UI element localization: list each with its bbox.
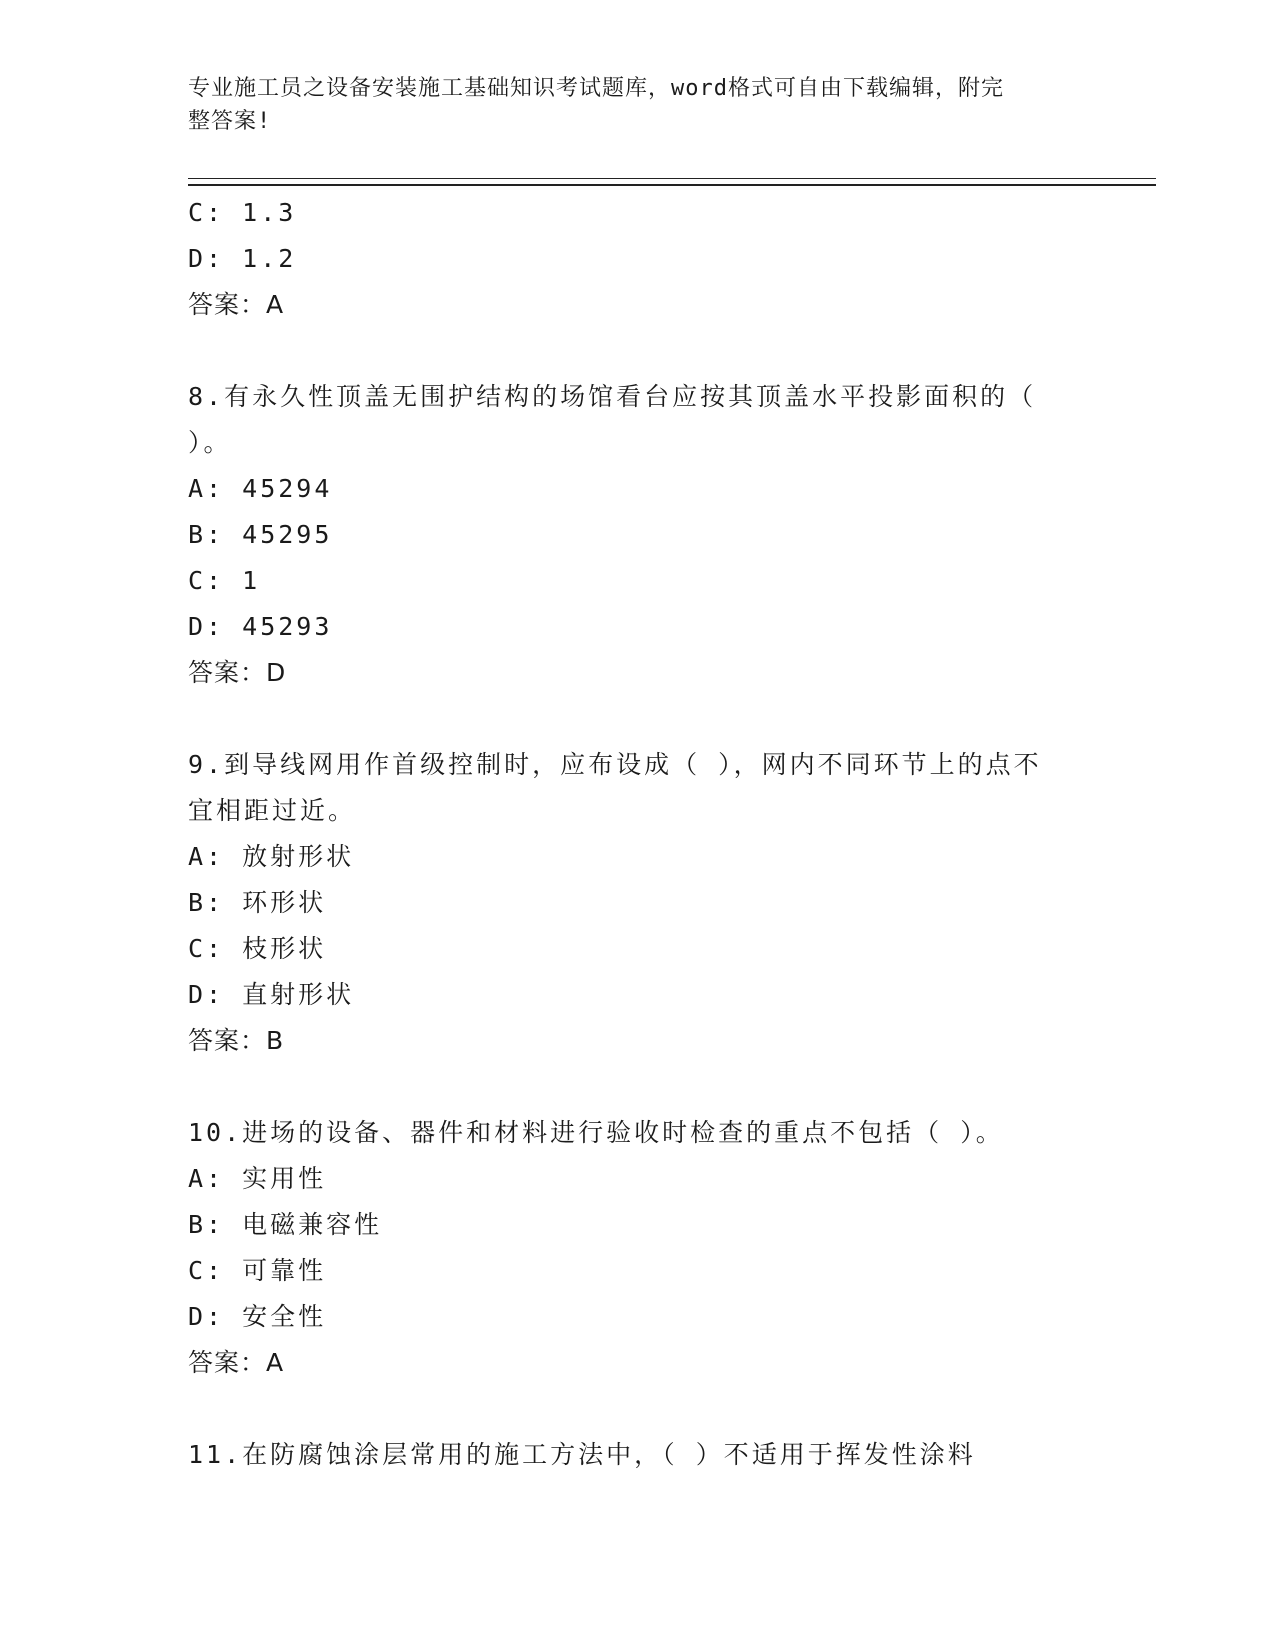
question-7-tail bbox=[188, 190, 1088, 328]
answer-line: 答案：A bbox=[188, 1348, 285, 1377]
option-d: D: 安全性 bbox=[188, 1302, 327, 1331]
option-b: B: 电磁兼容性 bbox=[188, 1210, 383, 1239]
answer-line: 答案：B bbox=[188, 1026, 285, 1055]
question-list bbox=[188, 190, 1088, 1478]
option-d: D: 直射形状 bbox=[188, 980, 355, 1009]
option-a: A: 放射形状 bbox=[188, 842, 355, 871]
option-b: B: 环形状 bbox=[188, 888, 327, 917]
answer-line: 答案：A bbox=[188, 290, 285, 319]
option-c: C: 可靠性 bbox=[188, 1256, 327, 1285]
option-d: D: 45293 bbox=[188, 612, 333, 641]
option-c: C: 1 bbox=[188, 566, 261, 595]
option-d: D: 1.2 bbox=[188, 244, 297, 273]
header-divider bbox=[188, 178, 1156, 186]
question-10 bbox=[188, 1110, 1088, 1386]
spacer bbox=[188, 328, 1088, 374]
question-stem: 9.到导线网用作首级控制时，应布设成（ ），网内不同环节上的点不 bbox=[188, 750, 1042, 779]
option-c: C: 枝形状 bbox=[188, 934, 327, 963]
document-header bbox=[188, 72, 1068, 138]
question-stem: 11.在防腐蚀涂层常用的施工方法中，（ ）不适用于挥发性涂料 bbox=[188, 1440, 976, 1469]
header-line-2: 整答案! bbox=[188, 109, 272, 134]
header-line-1: 专业施工员之设备安装施工基础知识考试题库，word格式可自由下载编辑，附完 bbox=[188, 76, 1004, 101]
question-11 bbox=[188, 1432, 1088, 1478]
answer-line: 答案：D bbox=[188, 658, 287, 687]
option-a: A: 实用性 bbox=[188, 1164, 327, 1193]
question-9 bbox=[188, 742, 1088, 1064]
spacer bbox=[188, 1064, 1088, 1110]
option-a: A: 45294 bbox=[188, 474, 333, 503]
question-stem: 10.进场的设备、器件和材料进行验收时检查的重点不包括（ ）。 bbox=[188, 1118, 1004, 1147]
option-c: C: 1.3 bbox=[188, 198, 297, 227]
question-stem: 8.有永久性顶盖无围护结构的场馆看台应按其顶盖水平投影面积的（ bbox=[188, 382, 1037, 411]
question-8 bbox=[188, 374, 1088, 696]
spacer bbox=[188, 696, 1088, 742]
question-stem-continued: 宜相距过近。 bbox=[188, 796, 357, 825]
spacer bbox=[188, 1386, 1088, 1432]
question-stem-continued: ）。 bbox=[188, 428, 232, 457]
option-b: B: 45295 bbox=[188, 520, 333, 549]
